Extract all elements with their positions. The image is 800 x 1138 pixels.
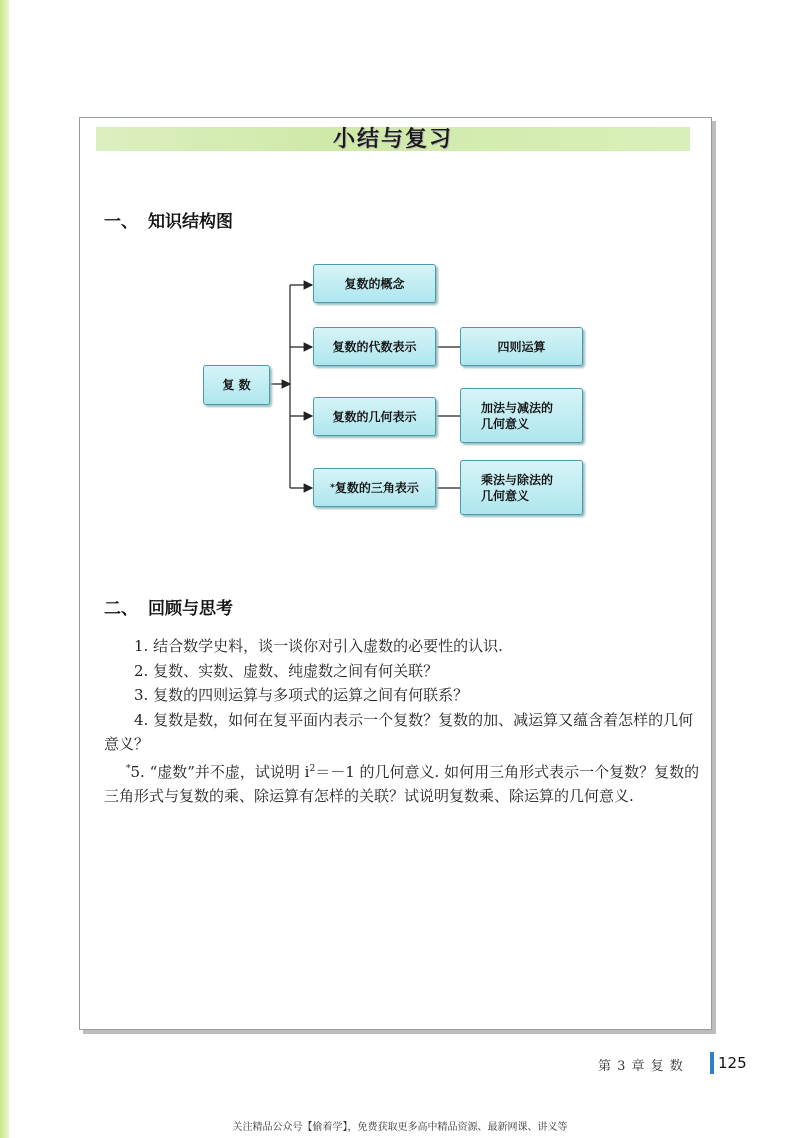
root-label: 复 数 xyxy=(222,378,251,392)
question-item: 3. 复数的四则运算与多项式的运算之间有何联系？ xyxy=(134,686,469,704)
node-add-sub-meaning xyxy=(460,388,583,443)
question-item: 4. 复数是数，如何在复平面内表示一个复数？复数的加、减运算又蕴含着怎样的几何意义？ xyxy=(104,710,694,753)
section-label: 知识结构图 xyxy=(148,212,233,232)
node-label: 复数的代数表示 xyxy=(332,339,417,354)
node-algebraic xyxy=(313,327,436,366)
optional-star: * xyxy=(126,763,131,774)
watermark-text: 关注精品公众号【偷着学】，免费获取更多高中精品资源、最新网课、讲义等 xyxy=(232,1122,568,1133)
optional-star: * xyxy=(330,482,335,493)
node-label: 复数的几何表示 xyxy=(332,409,417,424)
review-question-list xyxy=(104,634,704,809)
section-label: 回顾与思考 xyxy=(148,599,233,619)
node-label: 四则运算 xyxy=(497,339,546,354)
node-label-line: 几何意义 xyxy=(481,416,530,431)
question-item: 2. 复数、实数、虚数、纯虚数之间有何关联？ xyxy=(134,661,439,680)
page-title: 小结与复习 xyxy=(332,127,453,152)
question-text-post: ＝－1 的几何意义. 如何用三角形式表示一个复数？复数的三角形式与复数的乘、除运算有怎样的关联？试说明复数乘、除运算的几何意义. xyxy=(104,762,700,805)
diagram-root-node xyxy=(203,365,270,405)
node-label: 复数的三角表示 xyxy=(334,480,419,495)
section-heading-review xyxy=(104,594,233,619)
question-item: 1. 结合数学史料，谈一谈你对引入虚数的必要性的认识. xyxy=(134,637,503,655)
page-number: 125 xyxy=(718,1054,747,1072)
footer-accent-bar xyxy=(710,1052,714,1074)
node-label-line: 乘法与除法的 xyxy=(481,472,554,487)
node-geometric xyxy=(313,397,436,436)
section-number: 二、 xyxy=(104,599,138,619)
node-label: 复数的概念 xyxy=(344,276,405,291)
node-label-line: 加法与减法的 xyxy=(481,400,554,415)
question-item xyxy=(104,757,704,809)
node-four-operations xyxy=(460,327,583,366)
node-label-line: 几何意义 xyxy=(481,488,530,503)
node-mul-div-meaning xyxy=(460,460,583,515)
exponent: 2 xyxy=(309,763,316,774)
section-number: 一、 xyxy=(104,212,138,232)
chapter-label: 第 3 章 复 数 xyxy=(598,1059,684,1074)
node-concept xyxy=(313,264,436,303)
question-text-pre: 5. “虚数”并不虚，试说明 i xyxy=(130,762,310,781)
node-trigonometric xyxy=(313,468,436,507)
